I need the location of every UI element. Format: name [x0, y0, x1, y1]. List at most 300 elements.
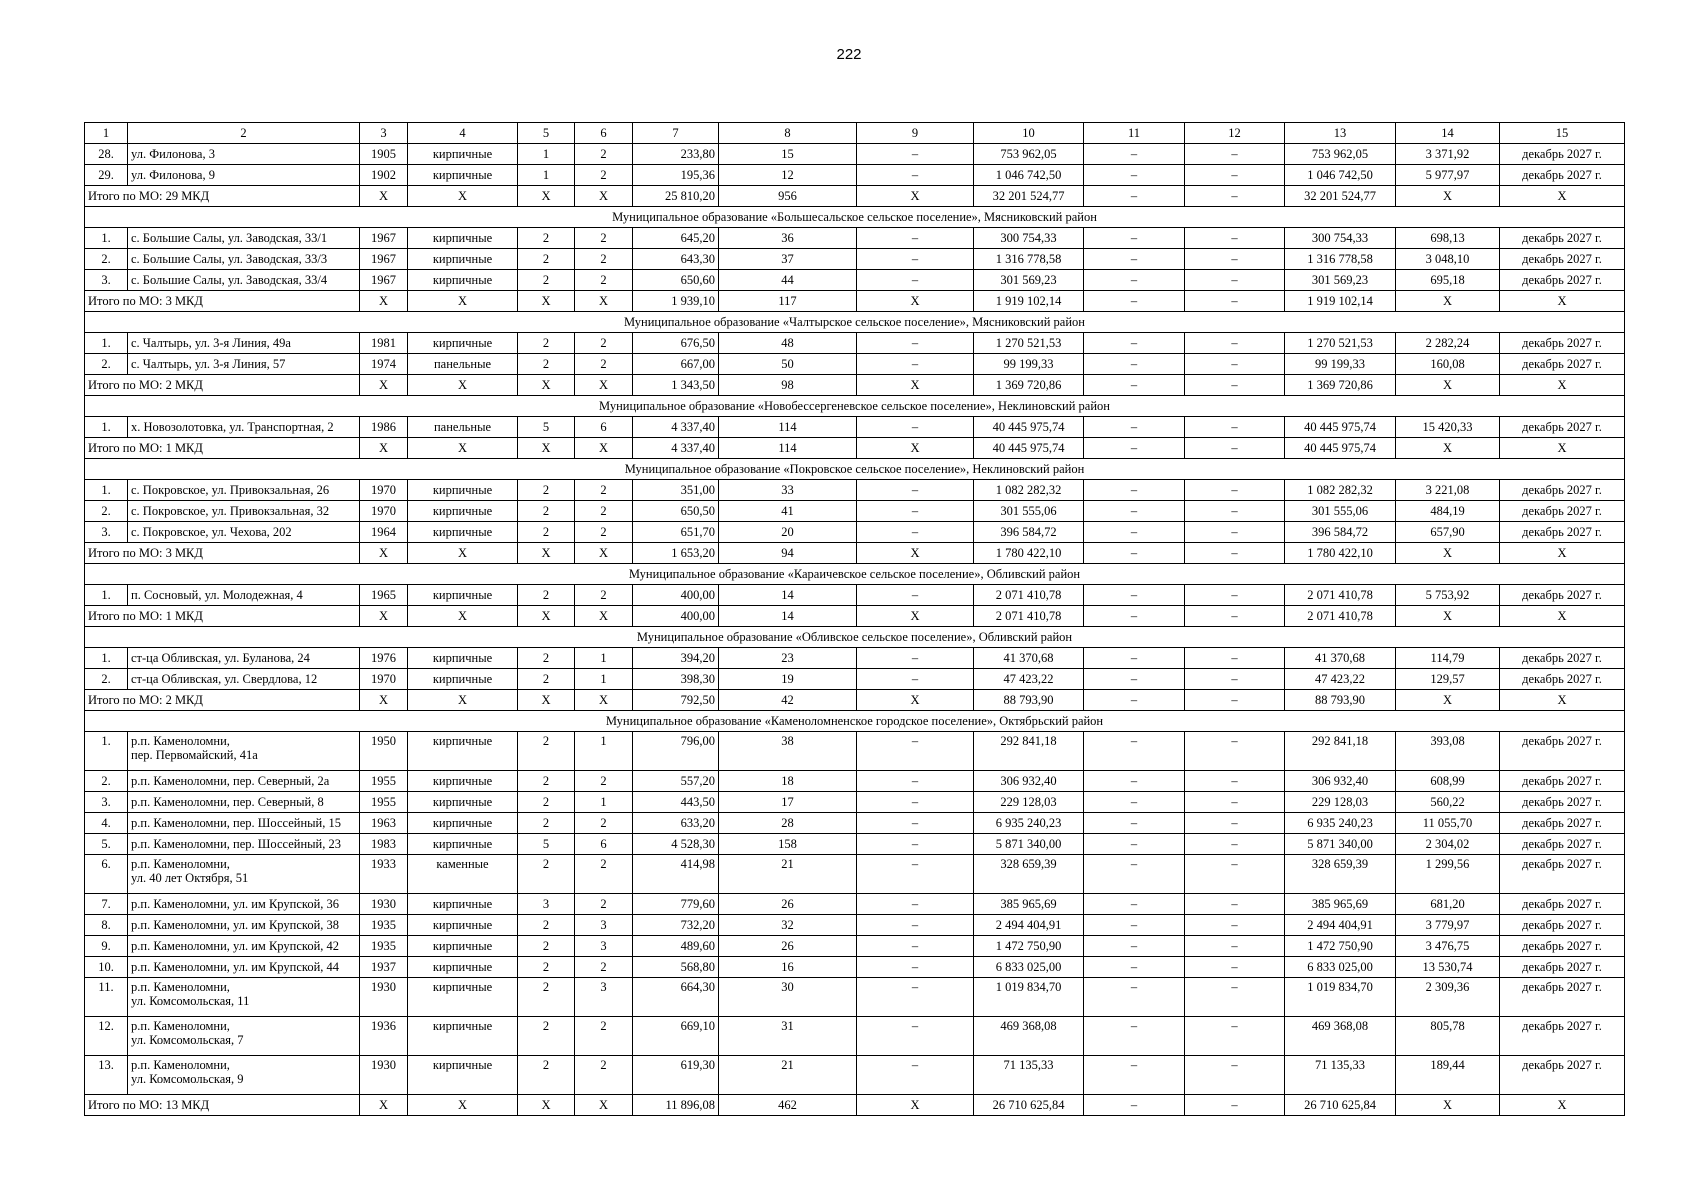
section-title: Муниципальное образование «Обливское сельское поселение», Обливский район [85, 627, 1625, 648]
table-cell: 2 [575, 270, 633, 291]
header-cell: 12 [1185, 123, 1285, 144]
table-cell: 19 [719, 669, 857, 690]
table-cell: кирпичные [408, 834, 518, 855]
subtotal-cell: Х [360, 438, 408, 459]
table-cell: 385 965,69 [974, 894, 1084, 915]
table-cell: 2 [518, 585, 575, 606]
table-cell: 2. [85, 501, 128, 522]
table-cell: 2 [518, 1017, 575, 1056]
table-cell: 1. [85, 585, 128, 606]
subtotal-cell: Х [1500, 438, 1625, 459]
header-cell: 4 [408, 123, 518, 144]
table-cell: – [1185, 1017, 1285, 1056]
subtotal-label: Итого по МО: 1 МКД [85, 606, 360, 627]
table-cell: – [1185, 585, 1285, 606]
subtotal-cell: Х [1500, 543, 1625, 564]
table-cell: 1 046 742,50 [1285, 165, 1396, 186]
table-cell: 664,30 [633, 978, 719, 1017]
table-cell: – [1185, 354, 1285, 375]
table-cell: 669,10 [633, 1017, 719, 1056]
table-cell: 2 [575, 249, 633, 270]
table-cell: – [1084, 354, 1185, 375]
table-cell: 13. [85, 1056, 128, 1095]
table-cell: кирпичные [408, 501, 518, 522]
table-cell: 1. [85, 648, 128, 669]
table-cell: декабрь 2027 г. [1500, 585, 1625, 606]
table-cell: декабрь 2027 г. [1500, 144, 1625, 165]
table-cell: 396 584,72 [974, 522, 1084, 543]
table-cell: – [1084, 855, 1185, 894]
subtotal-row [85, 606, 1625, 627]
table-cell: 5 871 340,00 [974, 834, 1084, 855]
table-cell: 805,78 [1396, 1017, 1500, 1056]
header-cell: 2 [128, 123, 360, 144]
section-title: Муниципальное образование «Покровское сельское поселение», Неклиновский район [85, 459, 1625, 480]
table-cell: кирпичные [408, 270, 518, 291]
subtotal-cell: 40 445 975,74 [1285, 438, 1396, 459]
section-title: Муниципальное образование «Каменоломненское городское поселение», Октябрьский район [85, 711, 1625, 732]
table-cell: – [1185, 957, 1285, 978]
table-cell: 2 071 410,78 [974, 585, 1084, 606]
table-cell: 2 071 410,78 [1285, 585, 1396, 606]
header-cell: 5 [518, 123, 575, 144]
table-cell: – [1084, 270, 1185, 291]
subtotal-cell: Х [575, 543, 633, 564]
table-cell: 1930 [360, 1056, 408, 1095]
table-cell: декабрь 2027 г. [1500, 978, 1625, 1017]
table-cell: 8. [85, 915, 128, 936]
table-cell: 12. [85, 1017, 128, 1056]
table-row [85, 1017, 1625, 1056]
table-cell: 306 932,40 [1285, 771, 1396, 792]
table-cell: – [857, 522, 974, 543]
subtotal-cell: Х [518, 291, 575, 312]
table-cell: 99 199,33 [974, 354, 1084, 375]
address-cell: ст-ца Обливская, ул. Буланова, 24 [128, 648, 360, 669]
table-cell: кирпичные [408, 915, 518, 936]
address-cell: р.п. Каменоломни, пер. Первомайский, 41а [128, 732, 360, 771]
subtotal-label: Итого по МО: 2 МКД [85, 375, 360, 396]
table-cell: 3 [575, 978, 633, 1017]
table-cell: 667,00 [633, 354, 719, 375]
table-cell: 5 753,92 [1396, 585, 1500, 606]
table-cell: 608,99 [1396, 771, 1500, 792]
table-cell: декабрь 2027 г. [1500, 732, 1625, 771]
table-cell: 21 [719, 1056, 857, 1095]
table-cell: – [857, 834, 974, 855]
table-cell: декабрь 2027 г. [1500, 669, 1625, 690]
table-cell: декабрь 2027 г. [1500, 1056, 1625, 1095]
table-cell: 1 082 282,32 [1285, 480, 1396, 501]
table-cell: 229 128,03 [1285, 792, 1396, 813]
table-cell: 1963 [360, 813, 408, 834]
table-cell: 29. [85, 165, 128, 186]
table-cell: 2 [518, 732, 575, 771]
table-cell: кирпичные [408, 228, 518, 249]
table-cell: 657,90 [1396, 522, 1500, 543]
table-cell: 12 [719, 165, 857, 186]
table-cell: 4 337,40 [633, 417, 719, 438]
table-cell: кирпичные [408, 732, 518, 771]
section-title: Муниципальное образование «Новобессергеневское сельское поселение», Неклиновский район [85, 396, 1625, 417]
table-cell: 10. [85, 957, 128, 978]
table-cell: 2 309,36 [1396, 978, 1500, 1017]
table-cell: 292 841,18 [1285, 732, 1396, 771]
subtotal-cell: – [1185, 438, 1285, 459]
table-cell: 1 046 742,50 [974, 165, 1084, 186]
municipality-section-header [85, 459, 1625, 480]
table-cell: декабрь 2027 г. [1500, 522, 1625, 543]
table-cell: 351,00 [633, 480, 719, 501]
table-row [85, 333, 1625, 354]
subtotal-cell: 1 780 422,10 [974, 543, 1084, 564]
table-cell: 32 [719, 915, 857, 936]
subtotal-cell: Х [1396, 606, 1500, 627]
table-cell: 4 528,30 [633, 834, 719, 855]
table-cell: 2 [518, 501, 575, 522]
table-cell: 2 [575, 957, 633, 978]
table-cell: 40 445 975,74 [974, 417, 1084, 438]
table-cell: декабрь 2027 г. [1500, 792, 1625, 813]
subtotal-cell: 117 [719, 291, 857, 312]
table-cell: 6 935 240,23 [1285, 813, 1396, 834]
table-cell: кирпичные [408, 249, 518, 270]
header-cell: 11 [1084, 123, 1185, 144]
address-cell: п. Сосновый, ул. Молодежная, 4 [128, 585, 360, 606]
subtotal-cell: 42 [719, 690, 857, 711]
table-cell: – [1185, 1056, 1285, 1095]
table-cell: – [1084, 915, 1185, 936]
table-cell: декабрь 2027 г. [1500, 936, 1625, 957]
subtotal-cell: – [1084, 186, 1185, 207]
municipality-section-header [85, 627, 1625, 648]
subtotal-cell: Х [518, 606, 575, 627]
table-cell: – [857, 978, 974, 1017]
table-row [85, 417, 1625, 438]
table-cell: 2 494 404,91 [974, 915, 1084, 936]
subtotal-cell: Х [408, 291, 518, 312]
subtotal-cell: – [1185, 690, 1285, 711]
table-row [85, 354, 1625, 375]
section-title: Муниципальное образование «Чалтырское сельское поселение», Мясниковский район [85, 312, 1625, 333]
table-row [85, 957, 1625, 978]
table-row [85, 855, 1625, 894]
subtotal-cell: Х [1500, 375, 1625, 396]
subtotal-cell: Х [575, 375, 633, 396]
table-cell: 2. [85, 249, 128, 270]
table-cell: 99 199,33 [1285, 354, 1396, 375]
subtotal-label: Итого по МО: 29 МКД [85, 186, 360, 207]
table-cell: – [1185, 894, 1285, 915]
table-cell: – [857, 894, 974, 915]
subtotal-cell: Х [857, 375, 974, 396]
table-cell: 300 754,33 [1285, 228, 1396, 249]
table-cell: – [1185, 834, 1285, 855]
table-cell: 13 530,74 [1396, 957, 1500, 978]
table-cell: – [857, 771, 974, 792]
table-cell: 2. [85, 669, 128, 690]
table-cell: – [1084, 792, 1185, 813]
subtotal-cell: Х [408, 375, 518, 396]
table-cell: 2 [518, 855, 575, 894]
subtotal-cell: Х [1396, 543, 1500, 564]
table-cell: – [857, 270, 974, 291]
table-cell: декабрь 2027 г. [1500, 771, 1625, 792]
subtotal-cell: 25 810,20 [633, 186, 719, 207]
table-cell: 2 [518, 228, 575, 249]
subtotal-cell: Х [575, 690, 633, 711]
table-cell: 1965 [360, 585, 408, 606]
table-cell: 1970 [360, 669, 408, 690]
table-cell: 30 [719, 978, 857, 1017]
table-cell: декабрь 2027 г. [1500, 648, 1625, 669]
table-cell: 195,36 [633, 165, 719, 186]
table-cell: 38 [719, 732, 857, 771]
table-cell: – [857, 480, 974, 501]
subtotal-cell: Х [360, 543, 408, 564]
subtotal-cell: Х [1500, 1095, 1625, 1116]
table-row [85, 813, 1625, 834]
subtotal-cell: 32 201 524,77 [1285, 186, 1396, 207]
table-cell: – [1084, 732, 1185, 771]
table-cell: 2 [575, 165, 633, 186]
header-cell: 3 [360, 123, 408, 144]
table-cell: – [1084, 978, 1185, 1017]
table-cell: 484,19 [1396, 501, 1500, 522]
table-cell: 2 282,24 [1396, 333, 1500, 354]
subtotal-cell: Х [360, 375, 408, 396]
table-cell: 2 [518, 669, 575, 690]
table-cell: каменные [408, 855, 518, 894]
table-cell: 2 [518, 813, 575, 834]
table-cell: 301 569,23 [1285, 270, 1396, 291]
subtotal-cell: Х [575, 438, 633, 459]
subtotal-cell: Х [518, 438, 575, 459]
table-cell: 2 [518, 978, 575, 1017]
table-cell: 2 [518, 1056, 575, 1095]
subtotal-label: Итого по МО: 3 МКД [85, 291, 360, 312]
table-cell: кирпичные [408, 480, 518, 501]
table-cell: 2 [518, 270, 575, 291]
subtotal-label: Итого по МО: 1 МКД [85, 438, 360, 459]
table-cell: 1967 [360, 270, 408, 291]
header-cell: 13 [1285, 123, 1396, 144]
table-cell: кирпичные [408, 1056, 518, 1095]
subtotal-cell: 956 [719, 186, 857, 207]
header-cell: 6 [575, 123, 633, 144]
table-cell: 2 [518, 771, 575, 792]
table-cell: – [1185, 732, 1285, 771]
table-row [85, 732, 1625, 771]
table-cell: 3. [85, 522, 128, 543]
table-cell: 2. [85, 354, 128, 375]
subtotal-cell: 1 919 102,14 [974, 291, 1084, 312]
table-cell: 469 368,08 [974, 1017, 1084, 1056]
table-cell: – [857, 585, 974, 606]
table-cell: 328 659,39 [1285, 855, 1396, 894]
table-cell: 1 472 750,90 [974, 936, 1084, 957]
table-body [85, 123, 1625, 1116]
table-cell: 1. [85, 417, 128, 438]
table-cell: декабрь 2027 г. [1500, 957, 1625, 978]
subtotal-cell: 1 343,50 [633, 375, 719, 396]
table-cell: – [1084, 480, 1185, 501]
table-cell: декабрь 2027 г. [1500, 1017, 1625, 1056]
table-cell: 1935 [360, 915, 408, 936]
table-cell: 1 316 778,58 [1285, 249, 1396, 270]
table-cell: 400,00 [633, 585, 719, 606]
table-cell: – [1185, 792, 1285, 813]
address-cell: р.п. Каменоломни, ул. Комсомольская, 7 [128, 1017, 360, 1056]
table-cell: декабрь 2027 г. [1500, 333, 1625, 354]
table-cell: 301 555,06 [974, 501, 1084, 522]
table-row [85, 1056, 1625, 1095]
subtotal-row [85, 291, 1625, 312]
table-cell: 2 [575, 894, 633, 915]
table-cell: 645,20 [633, 228, 719, 249]
header-cell: 9 [857, 123, 974, 144]
table-cell: – [1185, 522, 1285, 543]
table-cell: 4. [85, 813, 128, 834]
table-cell: 469 368,08 [1285, 1017, 1396, 1056]
subtotal-cell: 1 780 422,10 [1285, 543, 1396, 564]
table-cell: 5 [518, 834, 575, 855]
table-cell: 114 [719, 417, 857, 438]
table-cell: кирпичные [408, 894, 518, 915]
subtotal-cell: Х [518, 186, 575, 207]
address-cell: р.п. Каменоломни, пер. Шоссейный, 15 [128, 813, 360, 834]
address-cell: х. Новозолотовка, ул. Транспортная, 2 [128, 417, 360, 438]
subtotal-cell: 88 793,90 [1285, 690, 1396, 711]
table-cell: 306 932,40 [974, 771, 1084, 792]
address-cell: с. Покровское, ул. Привокзальная, 26 [128, 480, 360, 501]
table-cell: 2 [518, 936, 575, 957]
table-row [85, 480, 1625, 501]
address-cell: р.п. Каменоломни, ул. 40 лет Октября, 51 [128, 855, 360, 894]
table-cell: декабрь 2027 г. [1500, 894, 1625, 915]
table-cell: 398,30 [633, 669, 719, 690]
subtotal-cell: 1 919 102,14 [1285, 291, 1396, 312]
table-cell: 47 423,22 [1285, 669, 1396, 690]
subtotal-cell: Х [518, 543, 575, 564]
table-cell: 2 [575, 855, 633, 894]
column-number-header [85, 123, 1625, 144]
table-cell: – [1084, 1017, 1185, 1056]
address-cell: с. Чалтырь, ул. 3-я Линия, 57 [128, 354, 360, 375]
table-cell: 560,22 [1396, 792, 1500, 813]
table-cell: – [857, 855, 974, 894]
subtotal-cell: Х [1396, 186, 1500, 207]
table-cell: 1950 [360, 732, 408, 771]
address-cell: с. Покровское, ул. Чехова, 202 [128, 522, 360, 543]
table-cell: 71 135,33 [974, 1056, 1084, 1095]
table-cell: 48 [719, 333, 857, 354]
table-cell: 17 [719, 792, 857, 813]
address-cell: ст-ца Обливская, ул. Свердлова, 12 [128, 669, 360, 690]
header-cell: 14 [1396, 123, 1500, 144]
table-row [85, 834, 1625, 855]
table-cell: 9. [85, 936, 128, 957]
table-cell: 1936 [360, 1017, 408, 1056]
table-cell: кирпичные [408, 522, 518, 543]
address-cell: с. Чалтырь, ул. 3-я Линия, 49а [128, 333, 360, 354]
table-cell: 1981 [360, 333, 408, 354]
address-cell: с. Большие Салы, ул. Заводская, 33/3 [128, 249, 360, 270]
subtotal-cell: – [1185, 291, 1285, 312]
table-cell: 7. [85, 894, 128, 915]
table-row [85, 669, 1625, 690]
subtotal-cell: – [1084, 375, 1185, 396]
subtotal-cell: 98 [719, 375, 857, 396]
subtotal-cell: Х [408, 1095, 518, 1116]
table-cell: 1955 [360, 771, 408, 792]
table-cell: 568,80 [633, 957, 719, 978]
table-cell: – [857, 501, 974, 522]
table-cell: декабрь 2027 г. [1500, 813, 1625, 834]
table-cell: 3 [575, 936, 633, 957]
subtotal-cell: Х [575, 1095, 633, 1116]
table-cell: 1 270 521,53 [974, 333, 1084, 354]
table-row [85, 936, 1625, 957]
table-cell: – [857, 249, 974, 270]
municipality-section-header [85, 396, 1625, 417]
table-cell: – [1084, 936, 1185, 957]
table-cell: кирпичные [408, 936, 518, 957]
table-cell: 1. [85, 333, 128, 354]
table-cell: 229 128,03 [974, 792, 1084, 813]
table-cell: кирпичные [408, 333, 518, 354]
address-cell: р.п. Каменоломни, ул. им Крупской, 36 [128, 894, 360, 915]
table-cell: 5 [518, 417, 575, 438]
table-cell: 796,00 [633, 732, 719, 771]
table-cell: – [1084, 333, 1185, 354]
table-cell: 31 [719, 1017, 857, 1056]
subtotal-cell: 26 710 625,84 [974, 1095, 1084, 1116]
table-cell: 2 [575, 354, 633, 375]
subtotal-label: Итого по МО: 3 МКД [85, 543, 360, 564]
table-cell: 1. [85, 732, 128, 771]
subtotal-cell: 26 710 625,84 [1285, 1095, 1396, 1116]
table-cell: декабрь 2027 г. [1500, 855, 1625, 894]
table-cell: 732,20 [633, 915, 719, 936]
address-cell: р.п. Каменоломни, ул. Комсомольская, 9 [128, 1056, 360, 1095]
table-cell: декабрь 2027 г. [1500, 249, 1625, 270]
table-cell: 1 472 750,90 [1285, 936, 1396, 957]
subtotal-cell: – [1185, 375, 1285, 396]
subtotal-cell: Х [518, 690, 575, 711]
address-cell: р.п. Каменоломни, пер. Северный, 8 [128, 792, 360, 813]
table-cell: – [1185, 333, 1285, 354]
table-cell: 2 [575, 333, 633, 354]
subtotal-cell: Х [1396, 375, 1500, 396]
table-row [85, 771, 1625, 792]
table-cell: 114,79 [1396, 648, 1500, 669]
table-cell: 2 494 404,91 [1285, 915, 1396, 936]
table-cell: – [857, 732, 974, 771]
subtotal-cell: 88 793,90 [974, 690, 1084, 711]
table-cell: 2 [518, 480, 575, 501]
section-title: Муниципальное образование «Караичевское сельское поселение», Обливский район [85, 564, 1625, 585]
subtotal-cell: 1 369 720,86 [1285, 375, 1396, 396]
table-cell: 681,20 [1396, 894, 1500, 915]
table-cell: – [1185, 915, 1285, 936]
subtotal-cell: Х [1396, 690, 1500, 711]
subtotal-cell: Х [857, 1095, 974, 1116]
table-cell: – [857, 648, 974, 669]
table-cell: панельные [408, 354, 518, 375]
table-cell: 1976 [360, 648, 408, 669]
table-cell: декабрь 2027 г. [1500, 915, 1625, 936]
